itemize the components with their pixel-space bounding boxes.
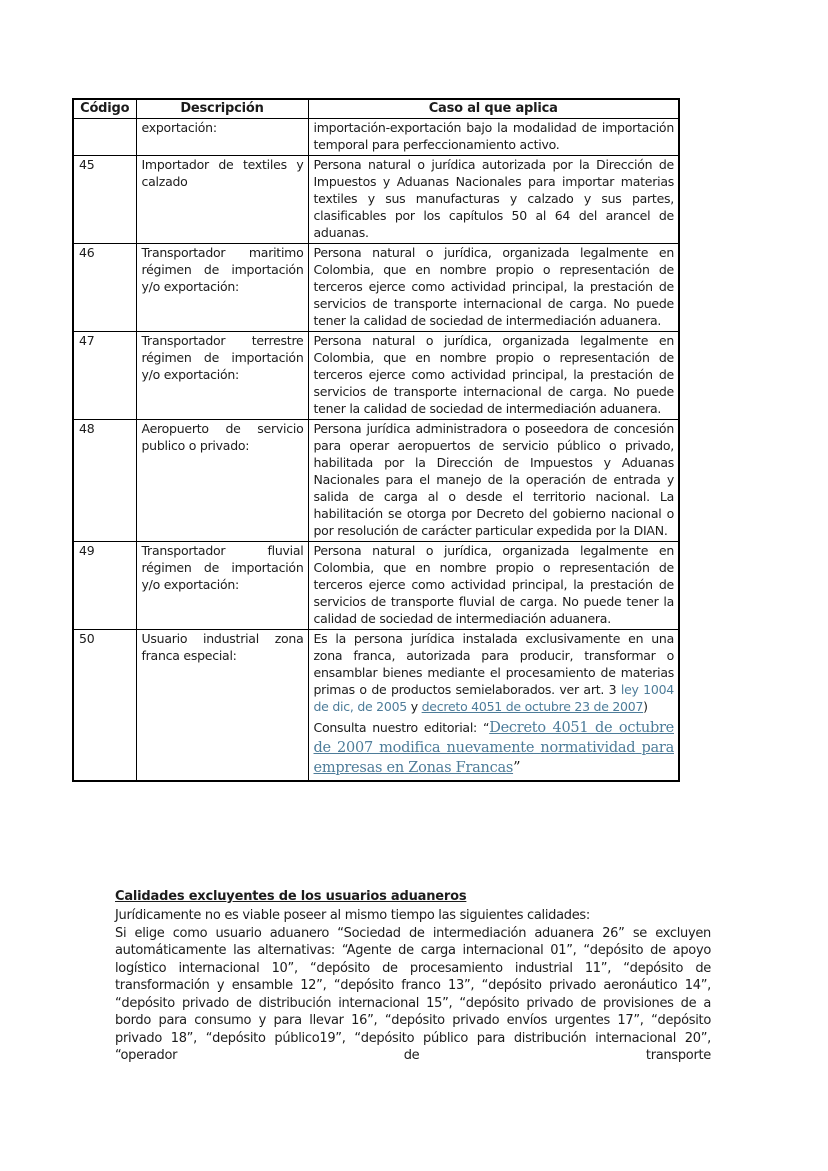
table-row [73, 420, 679, 542]
caso-cell [308, 630, 679, 782]
descripcion-cell: Transportador maritimo régimen de importación y/o exportación: [136, 244, 308, 332]
caso-text: Consulta nuestro editorial: “ [313, 720, 490, 735]
codigo-cell: 45 [73, 156, 136, 244]
table-row [73, 332, 679, 420]
caso-text: Persona natural o jurídica autorizada por la Dirección de Impuestos y Aduanas Nacionales para importar materias textiles y sus manufacturas y calzado y sus partes, clasificables por los capítulos 50 al 64 del arancel de aduanas. [313, 157, 674, 240]
descripcion-cell: Usuario industrial zona franca especial: [136, 630, 308, 782]
column-header-codigo: Código [73, 99, 136, 119]
caso-paragraph [314, 718, 675, 778]
caso-cell [308, 420, 679, 542]
table-row [73, 542, 679, 630]
column-header-caso: Caso al que aplica [308, 99, 679, 119]
codigos-usuarios-aduaneros-table [72, 98, 680, 782]
section-paragraphs [115, 907, 711, 1065]
link-decreto-4051[interactable]: decreto 4051 de octubre 23 de 2007 [421, 699, 644, 714]
descripcion-cell: Aeropuerto de servicio publico o privado: [136, 420, 308, 542]
table-row [73, 244, 679, 332]
caso-cell [308, 244, 679, 332]
descripcion-cell: Transportador fluvial régimen de importación y/o exportación: [136, 542, 308, 630]
caso-text: Persona natural o jurídica, organizada legalmente en Colombia, que en nombre propio o representación de terceros ejerce como actividad principal, la prestación de servicios de transporte internacional de carga. No puede tener la calidad de sociedad de intermediación aduanera. [313, 245, 674, 328]
caso-paragraph [314, 156, 675, 241]
caso-cell [308, 156, 679, 244]
section-paragraph: Si elige como usuario aduanero “Sociedad de intermediación aduanera 26” se excluyen automáticamente las alternativas: “Agente de carga internacional 01”, “depósito de apoyo logístico internacional 10”, “depósito de procesamiento industrial 11”, “depósito de transformación y ensamble 12”, “depósito franco 13”, “depósito privado aeronáutico 14”, “depósito privado de distribución internacional 15”, “depósito privado de provisiones de a bordo para consumo y para llevar 16”, “depósito privado envíos urgentes 17”, “depósito privado 18”, “depósito público19”, “depósito público para distribución internacional 20”, “operador de transporte [115, 925, 711, 1063]
codigo-cell: 49 [73, 542, 136, 630]
codigo-cell: 48 [73, 420, 136, 542]
codigo-cell: 47 [73, 332, 136, 420]
table-body [73, 119, 679, 782]
table-row [73, 156, 679, 244]
section-heading: Calidades excluyentes de los usuarios aduaneros [115, 889, 467, 904]
caso-paragraph [314, 119, 675, 153]
descripcion-cell: Transportador terrestre régimen de importación y/o exportación: [136, 332, 308, 420]
codigo-cell: 46 [73, 244, 136, 332]
codigo-cell [73, 119, 136, 156]
caso-text: Persona natural o jurídica, organizada legalmente en Colombia, que en nombre propio o representación de terceros ejerce como actividad principal, la prestación de servicios de transporte internacional de carga. No puede tener la calidad de sociedad de intermediación aduanera. [313, 333, 674, 416]
table-row [73, 630, 679, 782]
section-paragraph: Jurídicamente no es viable poseer al mismo tiempo las siguientes calidades: [115, 908, 590, 923]
column-header-descripcion: Descripción [136, 99, 308, 119]
caso-paragraph [314, 630, 675, 715]
descripcion-cell: exportación: [136, 119, 308, 156]
caso-text: ) [643, 699, 648, 714]
caso-cell [308, 332, 679, 420]
caso-cell [308, 542, 679, 630]
caso-text: ” [513, 760, 521, 776]
caso-paragraph [314, 542, 675, 627]
caso-text: y [407, 699, 422, 714]
caso-paragraph [314, 244, 675, 329]
link-editorial-decreto-4051[interactable]: Decreto 4051 de octubre de 2007 modifica nuevamente normatividad para empresas en Zonas Francas [313, 720, 674, 776]
caso-paragraph [314, 332, 675, 417]
caso-paragraph [314, 420, 675, 539]
caso-text: Persona natural o jurídica, organizada legalmente en Colombia, que en nombre propio o representación de terceros ejerce como actividad principal, la prestación de servicios de transporte fluvial de carga. No puede tener la calidad de sociedad de intermediación aduanera. [313, 543, 674, 626]
table-row [73, 119, 679, 156]
codigo-cell: 50 [73, 630, 136, 782]
link-ley-1004[interactable]: ley 1004 de dic, de 2005 [313, 682, 674, 714]
descripcion-cell: Importador de textiles y calzado [136, 156, 308, 244]
caso-cell [308, 119, 679, 156]
calidades-excluyentes-section [115, 889, 711, 1065]
caso-text: importación-exportación bajo la modalidad de importación temporal para perfeccionamiento activo. [313, 120, 674, 152]
table-header-row [73, 99, 679, 119]
caso-text: Persona jurídica administradora o poseedora de concesión para operar aeropuertos de servicio público o privado, habilitada por la Dirección de Impuestos y Aduanas Nacionales para el manejo de la operación de entrada y salida de carga al o desde el territorio nacional. La habilitación se otorga por Decreto del gobierno nacional o por resolución de carácter particular expedida por la DIAN. [313, 421, 674, 538]
caso-text: Es la persona jurídica instalada exclusivamente en una zona franca, autorizada para producir, transformar o ensamblar bienes mediante el procesamiento de materias primas o de productos semielaborados. ver art. 3 [313, 631, 674, 697]
